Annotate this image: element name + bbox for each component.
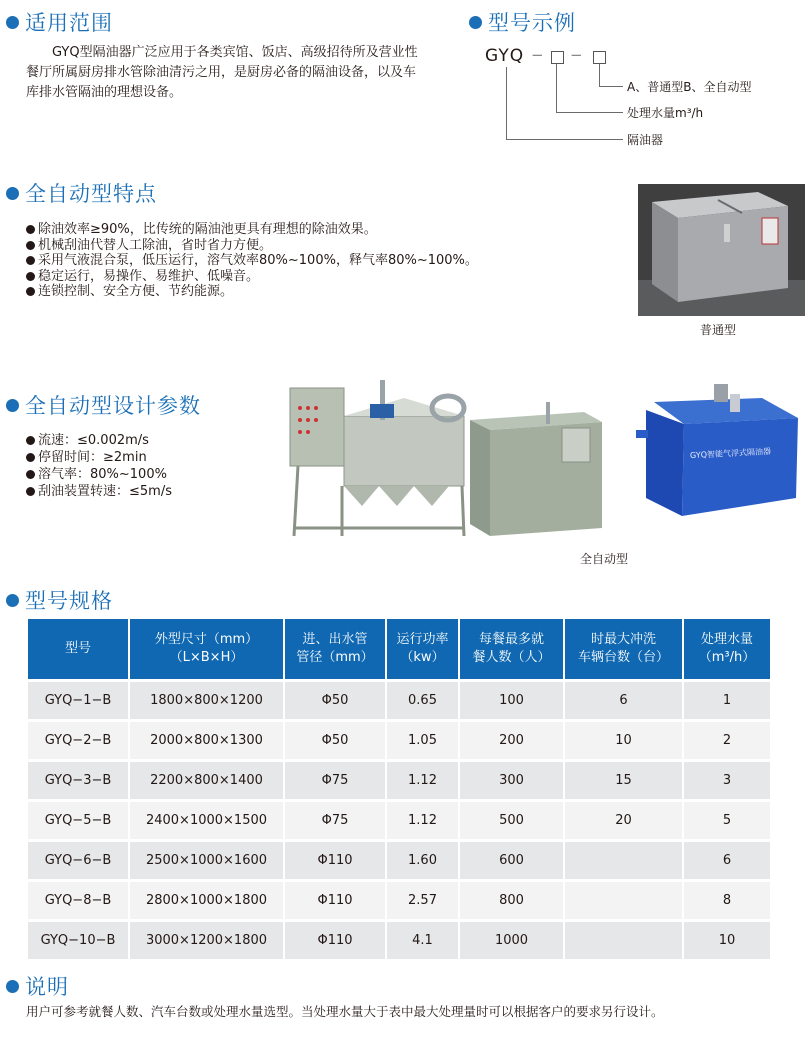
table-header-row xyxy=(28,619,770,681)
section-title-model-example xyxy=(469,7,576,37)
table-cell: 2500×1000×1600 xyxy=(129,841,284,881)
table-cell: GYQ−8−B xyxy=(28,881,129,921)
column-header: 进、出水管 管径（mm） xyxy=(284,619,386,681)
table-cell: GYQ−6−B xyxy=(28,841,129,881)
table-cell: Φ75 xyxy=(284,801,386,841)
table-cell: 1.60 xyxy=(386,841,459,881)
section-title-text: 全自动型设计参数 xyxy=(25,394,201,418)
params-list xyxy=(26,432,172,500)
table-cell: 1800×800×1200 xyxy=(129,681,284,721)
table-cell: GYQ−10−B xyxy=(28,921,129,960)
automatic-type-caption: 全自动型 xyxy=(580,552,629,566)
legend-name: 隔油器 xyxy=(627,133,664,147)
table-cell: 15 xyxy=(564,761,683,801)
section-title-text: 型号规格 xyxy=(25,589,113,613)
table-cell: GYQ−3−B xyxy=(28,761,129,801)
table-cell: 10 xyxy=(683,921,770,960)
column-header: 运行功率 （kw） xyxy=(386,619,459,681)
table-cell: 20 xyxy=(564,801,683,841)
table-cell: Φ50 xyxy=(284,681,386,721)
table-cell: 6 xyxy=(564,681,683,721)
model-code-dash: − xyxy=(570,46,583,64)
table-cell: 300 xyxy=(459,761,564,801)
ordinary-type-caption: 普通型 xyxy=(700,323,737,337)
blue-unit-label: GYQ智能气浮式隔油器 xyxy=(689,446,772,461)
section-title-params xyxy=(6,390,201,420)
bullet-dot-icon xyxy=(6,187,19,200)
column-header: 处理水量 （m³/h） xyxy=(683,619,770,681)
table-row xyxy=(28,921,770,960)
table-row xyxy=(28,721,770,761)
table-cell: 10 xyxy=(564,721,683,761)
table-cell: GYQ−5−B xyxy=(28,801,129,841)
list-item: 稳定运行，易操作、易维护、低噪音。 xyxy=(26,269,478,285)
table-row xyxy=(28,761,770,801)
table-cell: Φ110 xyxy=(284,881,386,921)
table-cell: 2000×800×1300 xyxy=(129,721,284,761)
section-title-text: 全自动型特点 xyxy=(25,182,157,206)
table-row xyxy=(28,681,770,721)
table-cell: 3 xyxy=(683,761,770,801)
list-item: 采用气液混合泵，低压运行，溶气效率80%~100%，释气率80%~100%。 xyxy=(26,253,478,269)
table-cell: 2200×800×1400 xyxy=(129,761,284,801)
legend-flow: 处理水量m³/h xyxy=(627,106,704,120)
table-cell: 1000 xyxy=(459,921,564,960)
table-cell: 2800×1000×1800 xyxy=(129,881,284,921)
list-item: 机械刮油代替人工除油，省时省力方便。 xyxy=(26,238,478,254)
bullet-dot-icon xyxy=(6,594,19,607)
table-cell: 4.1 xyxy=(386,921,459,960)
list-item: 连锁控制、安全方便、节约能源。 xyxy=(26,284,478,300)
table-cell: Φ110 xyxy=(284,921,386,960)
table-cell: 500 xyxy=(459,801,564,841)
table-cell: Φ50 xyxy=(284,721,386,761)
section-title-specs xyxy=(6,585,113,615)
table-row xyxy=(28,841,770,881)
table-cell: GYQ−2−B xyxy=(28,721,129,761)
automatic-type-photo xyxy=(284,378,606,542)
section-title-text: 适用范围 xyxy=(25,11,113,35)
spec-table xyxy=(28,619,770,959)
features-list xyxy=(26,222,478,300)
section-title-scope xyxy=(6,7,113,37)
legend-type: A、普通型B、全自动型 xyxy=(627,80,752,94)
blue-unit-photo xyxy=(636,380,800,522)
list-item: 溶气率：80%~100% xyxy=(26,466,172,483)
table-cell: 5 xyxy=(683,801,770,841)
section-title-text: 说明 xyxy=(25,975,69,999)
table-cell xyxy=(564,921,683,960)
table-cell: GYQ−1−B xyxy=(28,681,129,721)
table-cell: 100 xyxy=(459,681,564,721)
table-cell xyxy=(564,841,683,881)
table-row xyxy=(28,881,770,921)
table-cell: 0.65 xyxy=(386,681,459,721)
model-code-box-flow xyxy=(551,51,564,64)
table-cell: 1 xyxy=(683,681,770,721)
table-cell: 1.12 xyxy=(386,801,459,841)
section-title-notes xyxy=(6,971,69,1001)
table-cell: Φ75 xyxy=(284,761,386,801)
list-item: 流速：≤0.002m/s xyxy=(26,432,172,449)
bullet-dot-icon xyxy=(6,16,19,29)
table-cell: 1.05 xyxy=(386,721,459,761)
table-cell: 2 xyxy=(683,721,770,761)
bullet-dot-icon xyxy=(6,399,19,412)
column-header: 外型尺寸（mm） （L×B×H） xyxy=(129,619,284,681)
table-cell: 200 xyxy=(459,721,564,761)
table-cell xyxy=(564,881,683,921)
column-header: 时最大冲洗 车辆台数（台） xyxy=(564,619,683,681)
model-code-box-type xyxy=(593,51,606,64)
section-title-features xyxy=(6,178,157,208)
table-cell: 8 xyxy=(683,881,770,921)
table-cell: 1.12 xyxy=(386,761,459,801)
column-header: 每餐最多就 餐人数（人） xyxy=(459,619,564,681)
list-item: 除油效率≥90%，比传统的隔油池更具有理想的除油效果。 xyxy=(26,222,478,238)
table-cell: Φ110 xyxy=(284,841,386,881)
table-cell: 2.57 xyxy=(386,881,459,921)
scope-paragraph: GYQ型隔油器广泛应用于各类宾馆、饭店、高级招待所及营业性餐厅所属厨房排水管除油清污之用，是厨房必备的隔油设备，以及车库排水管隔油的理想设备。 xyxy=(26,45,418,100)
table-cell: 2400×1000×1500 xyxy=(129,801,284,841)
column-header: 型号 xyxy=(28,619,129,681)
ordinary-type-photo xyxy=(638,184,805,316)
table-cell: 600 xyxy=(459,841,564,881)
bullet-dot-icon xyxy=(469,16,482,29)
table-cell: 6 xyxy=(683,841,770,881)
notes-paragraph: 用户可参考就餐人数、汽车台数或处理水量选型。当处理水量大于表中最大处理量时可以根据客户的要求另行设计。 xyxy=(26,1004,664,1019)
table-cell: 800 xyxy=(459,881,564,921)
model-code-dash: − xyxy=(531,46,544,64)
section-title-text: 型号示例 xyxy=(488,11,576,35)
bullet-dot-icon xyxy=(6,980,19,993)
table-cell: 3000×1200×1800 xyxy=(129,921,284,960)
list-item: 停留时间：≥2min xyxy=(26,449,172,466)
table-row xyxy=(28,801,770,841)
list-item: 刮油装置转速：≤5m/s xyxy=(26,483,172,500)
model-code-prefix: GYQ xyxy=(485,46,525,66)
